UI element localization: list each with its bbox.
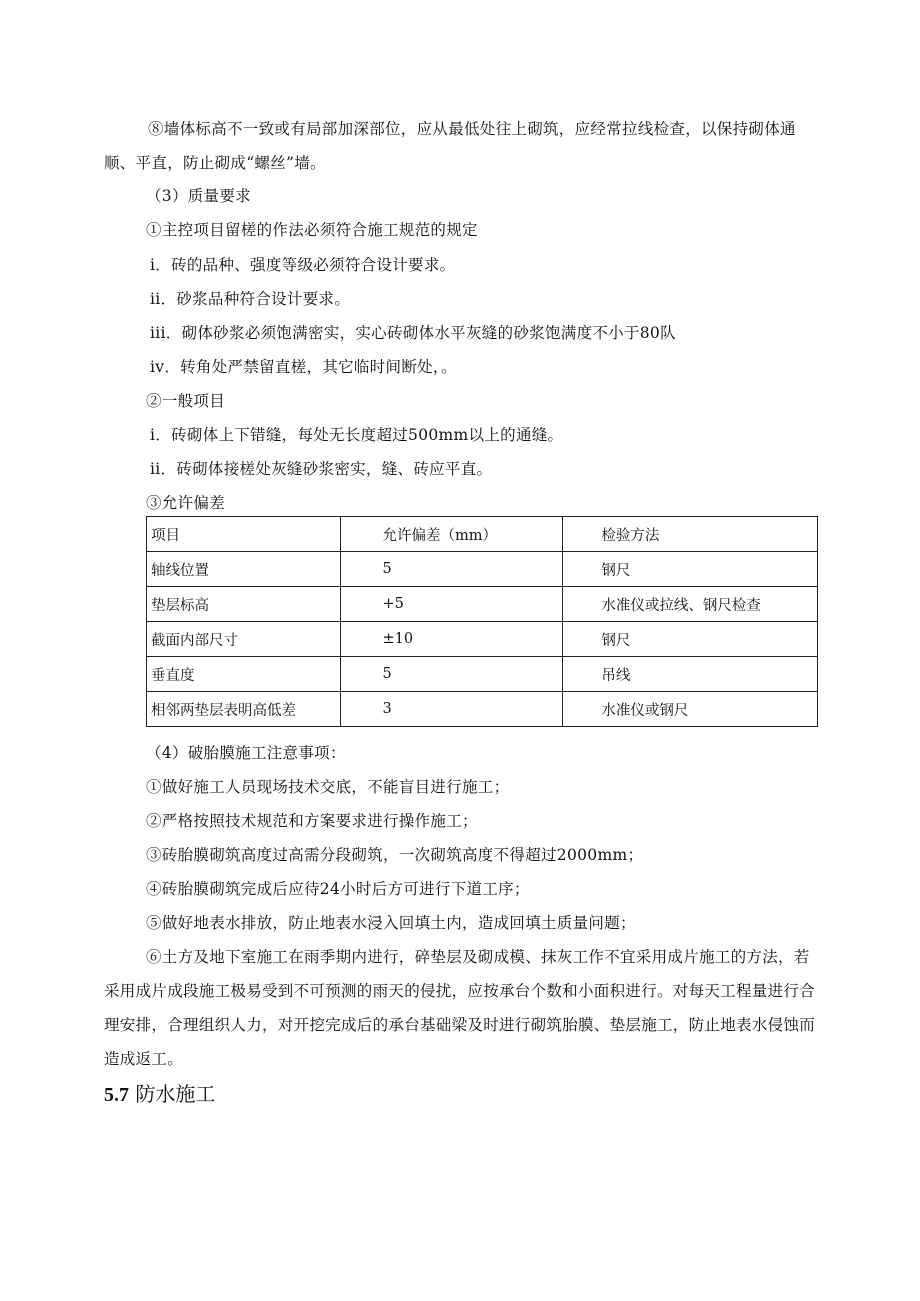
paragraph-wall-height: ⑧墙体标高不一致或有局部加深部位，应从最低处往上砌筑，应经常拉线检查，以保持砌体通顺、平直，防止砌成“螺丝”墙。: [104, 120, 796, 172]
quality-requirements-heading: （3）质量要求: [146, 187, 251, 205]
section-number: 5.7: [104, 1084, 129, 1106]
table-cell: 垫层标高: [147, 587, 341, 622]
membrane-note-4: ④砖胎膜砌筑完成后应待24小时后方可进行下道工序；: [146, 880, 530, 898]
table-header-cell: 允许偏差（mm）: [340, 517, 563, 552]
general-items-heading: ②一般项目: [146, 392, 226, 410]
table-cell: 吊线: [563, 657, 818, 692]
table-cell: +5: [340, 587, 563, 622]
table-cell: 5: [340, 657, 563, 692]
main-control-items: ①主控项目留槎的作法必须符合施工规范的规定: [146, 221, 478, 239]
general-item-i: i．砖砌体上下错缝，每处无长度超过500mm以上的通缝。: [150, 426, 564, 444]
table-cell: 垂直度: [147, 657, 341, 692]
table-row: [147, 552, 818, 587]
table-header-cell: 项目: [147, 517, 341, 552]
table-cell: 水准仪或拉线、钢尺检查: [563, 587, 818, 622]
table-cell: 钢尺: [563, 622, 818, 657]
table-cell: 水准仪或钢尺: [563, 692, 818, 727]
membrane-note-1: ①做好施工人员现场技术交底，不能盲目进行施工；: [146, 778, 510, 796]
section-heading: [104, 1080, 215, 1109]
membrane-note-2: ②严格按照技术规范和方案要求进行操作施工；: [146, 812, 478, 830]
table-header-cell: 检验方法: [563, 517, 818, 552]
table-row: [147, 622, 818, 657]
table-row: [147, 587, 818, 622]
table-cell: 3: [340, 692, 563, 727]
allowance-heading: ③允许偏差: [146, 494, 226, 512]
allowance-table: [146, 516, 818, 727]
table-cell: 轴线位置: [147, 552, 341, 587]
membrane-note-5: ⑤做好地表水排放，防止地表水浸入回填土内，造成回填土质量问题；: [146, 914, 636, 932]
section-title: 防水施工: [135, 1082, 216, 1106]
main-item-iii: iii．砌体砂浆必须饱满密实，实心砖砌体水平灰缝的砂浆饱满度不小于80队: [150, 324, 676, 342]
main-item-ii: ii．砂浆品种符合设计要求。: [150, 290, 351, 308]
membrane-note-6: ⑥土方及地下室施工在雨季期内进行，碎垫层及砌成模、抹灰工作不宜采用成片施工的方法，若采用成片成段施工极易受到不可预测的雨天的侵扰，应按承台个数和小面积进行。对每天工程量进行合理安排，合理组织人力，对开挖完成后的承台基础梁及时进行砌筑胎膜、垫层施工，防止地表水侵蚀而造成返工。: [104, 948, 816, 1068]
main-item-iv: iv．转角处严禁留直槎，其它临时间断处，。: [150, 358, 457, 376]
table-cell: 5: [340, 552, 563, 587]
membrane-notes-heading: （4）破胎膜施工注意事项：: [146, 744, 346, 762]
table-header-row: [147, 517, 818, 552]
table-cell: 截面内部尺寸: [147, 622, 341, 657]
table-cell: 相邻两垫层表明高低差: [147, 692, 341, 727]
membrane-note-3: ③砖胎膜砌筑高度过高需分段砌筑，一次砌筑高度不得超过2000mm；: [146, 846, 644, 864]
main-item-i: i．砖的品种、强度等级必须符合设计要求。: [150, 256, 456, 274]
table-cell: ±10: [340, 622, 563, 657]
table-row: [147, 657, 818, 692]
table-cell: 钢尺: [563, 552, 818, 587]
general-item-ii: ii．砖砌体接槎处灰缝砂浆密实，缝、砖应平直。: [150, 460, 493, 478]
table-row: [147, 692, 818, 727]
